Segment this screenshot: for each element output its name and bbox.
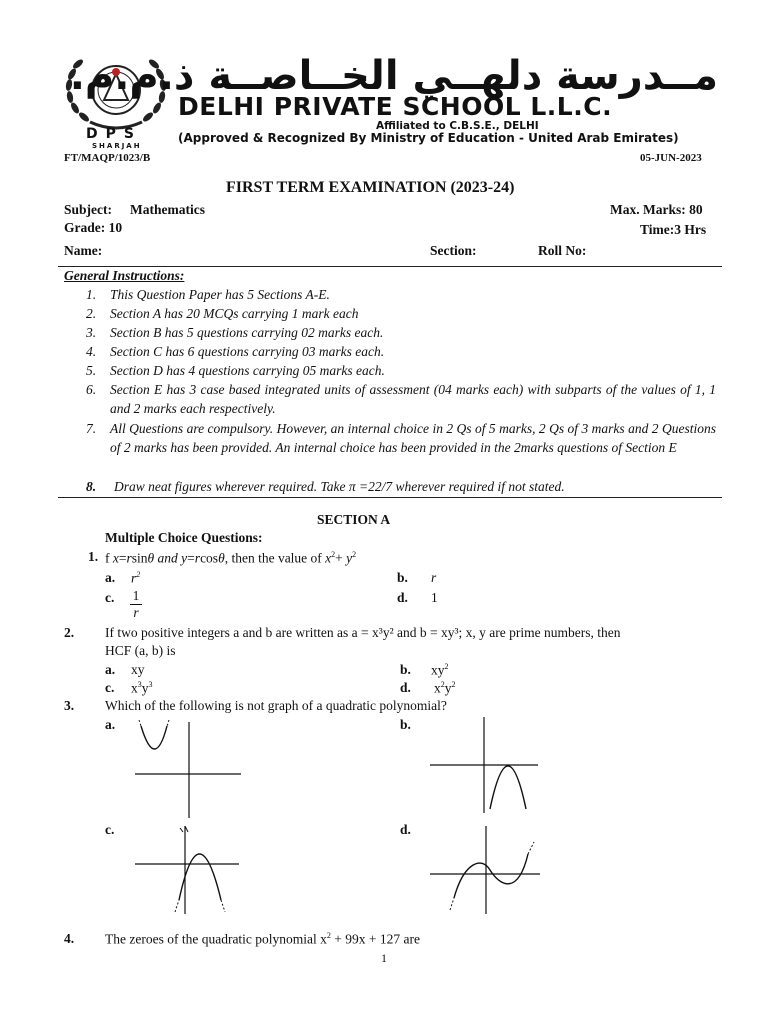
option-value: $r^2$ xyxy=(131,570,141,586)
option-value: $x^2y^2$ xyxy=(434,680,456,696)
graph-option-c xyxy=(135,826,245,916)
graph-option-b xyxy=(430,713,540,813)
option-label: c. xyxy=(105,822,115,837)
option-value: 1 xyxy=(431,590,438,605)
instructions-heading: General Instructions: xyxy=(64,268,185,283)
school-name-arabic: مــدرسة دلهــي الخــاصــة ذ.م.م. xyxy=(69,53,718,99)
page-number: 1 xyxy=(381,951,387,965)
instructions-divider xyxy=(58,497,722,498)
question-text: If two positive integers a and b are written as a = x³y² and b = xy³; x, y are prime numbers, then xyxy=(105,625,621,640)
question-text: The zeroes of the quadratic polynomial $x^2 + 99x + 127$ are xyxy=(105,931,421,947)
subject-label: Subject: xyxy=(64,202,112,217)
option-value: r xyxy=(431,570,437,585)
option-label: d. xyxy=(400,822,411,837)
roll-label: Roll No: xyxy=(538,243,587,258)
option-label: c. xyxy=(105,590,115,605)
question-number: 3. xyxy=(64,698,75,713)
logo-subtext: SHARJAH xyxy=(92,142,142,150)
option-value-fraction: 1 r xyxy=(130,588,142,621)
question-text: HCF (a, b) is xyxy=(105,643,176,658)
option-value: $xy^2$ xyxy=(431,662,449,678)
exam-date: 05-JUN-2023 xyxy=(640,152,702,164)
section-a-subtitle: Multiple Choice Questions: xyxy=(105,530,263,545)
graph-option-a xyxy=(135,718,245,818)
school-name: DELHI PRIVATE SCHOOL L.L.C. xyxy=(178,92,613,121)
approval-text: (Approved & Recognized By Ministry of Education - United Arab Emirates) xyxy=(178,131,679,145)
option-label: a. xyxy=(105,570,116,585)
question-number: 4. xyxy=(64,931,75,946)
option-label: a. xyxy=(105,717,116,732)
option-label: b. xyxy=(400,662,411,677)
exam-title: FIRST TERM EXAMINATION (2023-24) xyxy=(226,179,515,196)
time: Time:3 Hrs xyxy=(640,222,707,237)
option-value: xy xyxy=(131,662,145,677)
question-number: 1. xyxy=(88,549,99,564)
question-number: 2. xyxy=(64,625,75,640)
grade: Grade: 10 xyxy=(64,220,123,235)
option-label: d. xyxy=(397,590,408,605)
option-label: a. xyxy=(105,662,116,677)
subject-value: Mathematics xyxy=(130,202,205,217)
option-value: $x^3y^3$ xyxy=(131,680,153,696)
option-label: c. xyxy=(105,680,115,695)
graph-option-d xyxy=(430,826,542,916)
question-text: f x=rsinθ and y=rcosθ, then the value of $x^2+ y^2$ xyxy=(105,550,357,566)
section-a-title: SECTION A xyxy=(317,512,391,527)
option-label: b. xyxy=(397,570,408,585)
option-label: d. xyxy=(400,680,411,695)
question-text: Which of the following is not graph of a quadratic polynomial? xyxy=(105,698,447,713)
reference-code: FT/MAQP/1023/B xyxy=(64,152,151,164)
name-label: Name: xyxy=(64,243,103,258)
section-label: Section: xyxy=(430,243,477,258)
max-marks: Max. Marks: 80 xyxy=(610,202,703,217)
option-label: b. xyxy=(400,717,411,732)
header-divider xyxy=(58,266,722,267)
logo-text: DPS xyxy=(86,126,142,142)
affiliation-text: Affiliated to C.B.S.E., DELHI xyxy=(376,120,539,132)
